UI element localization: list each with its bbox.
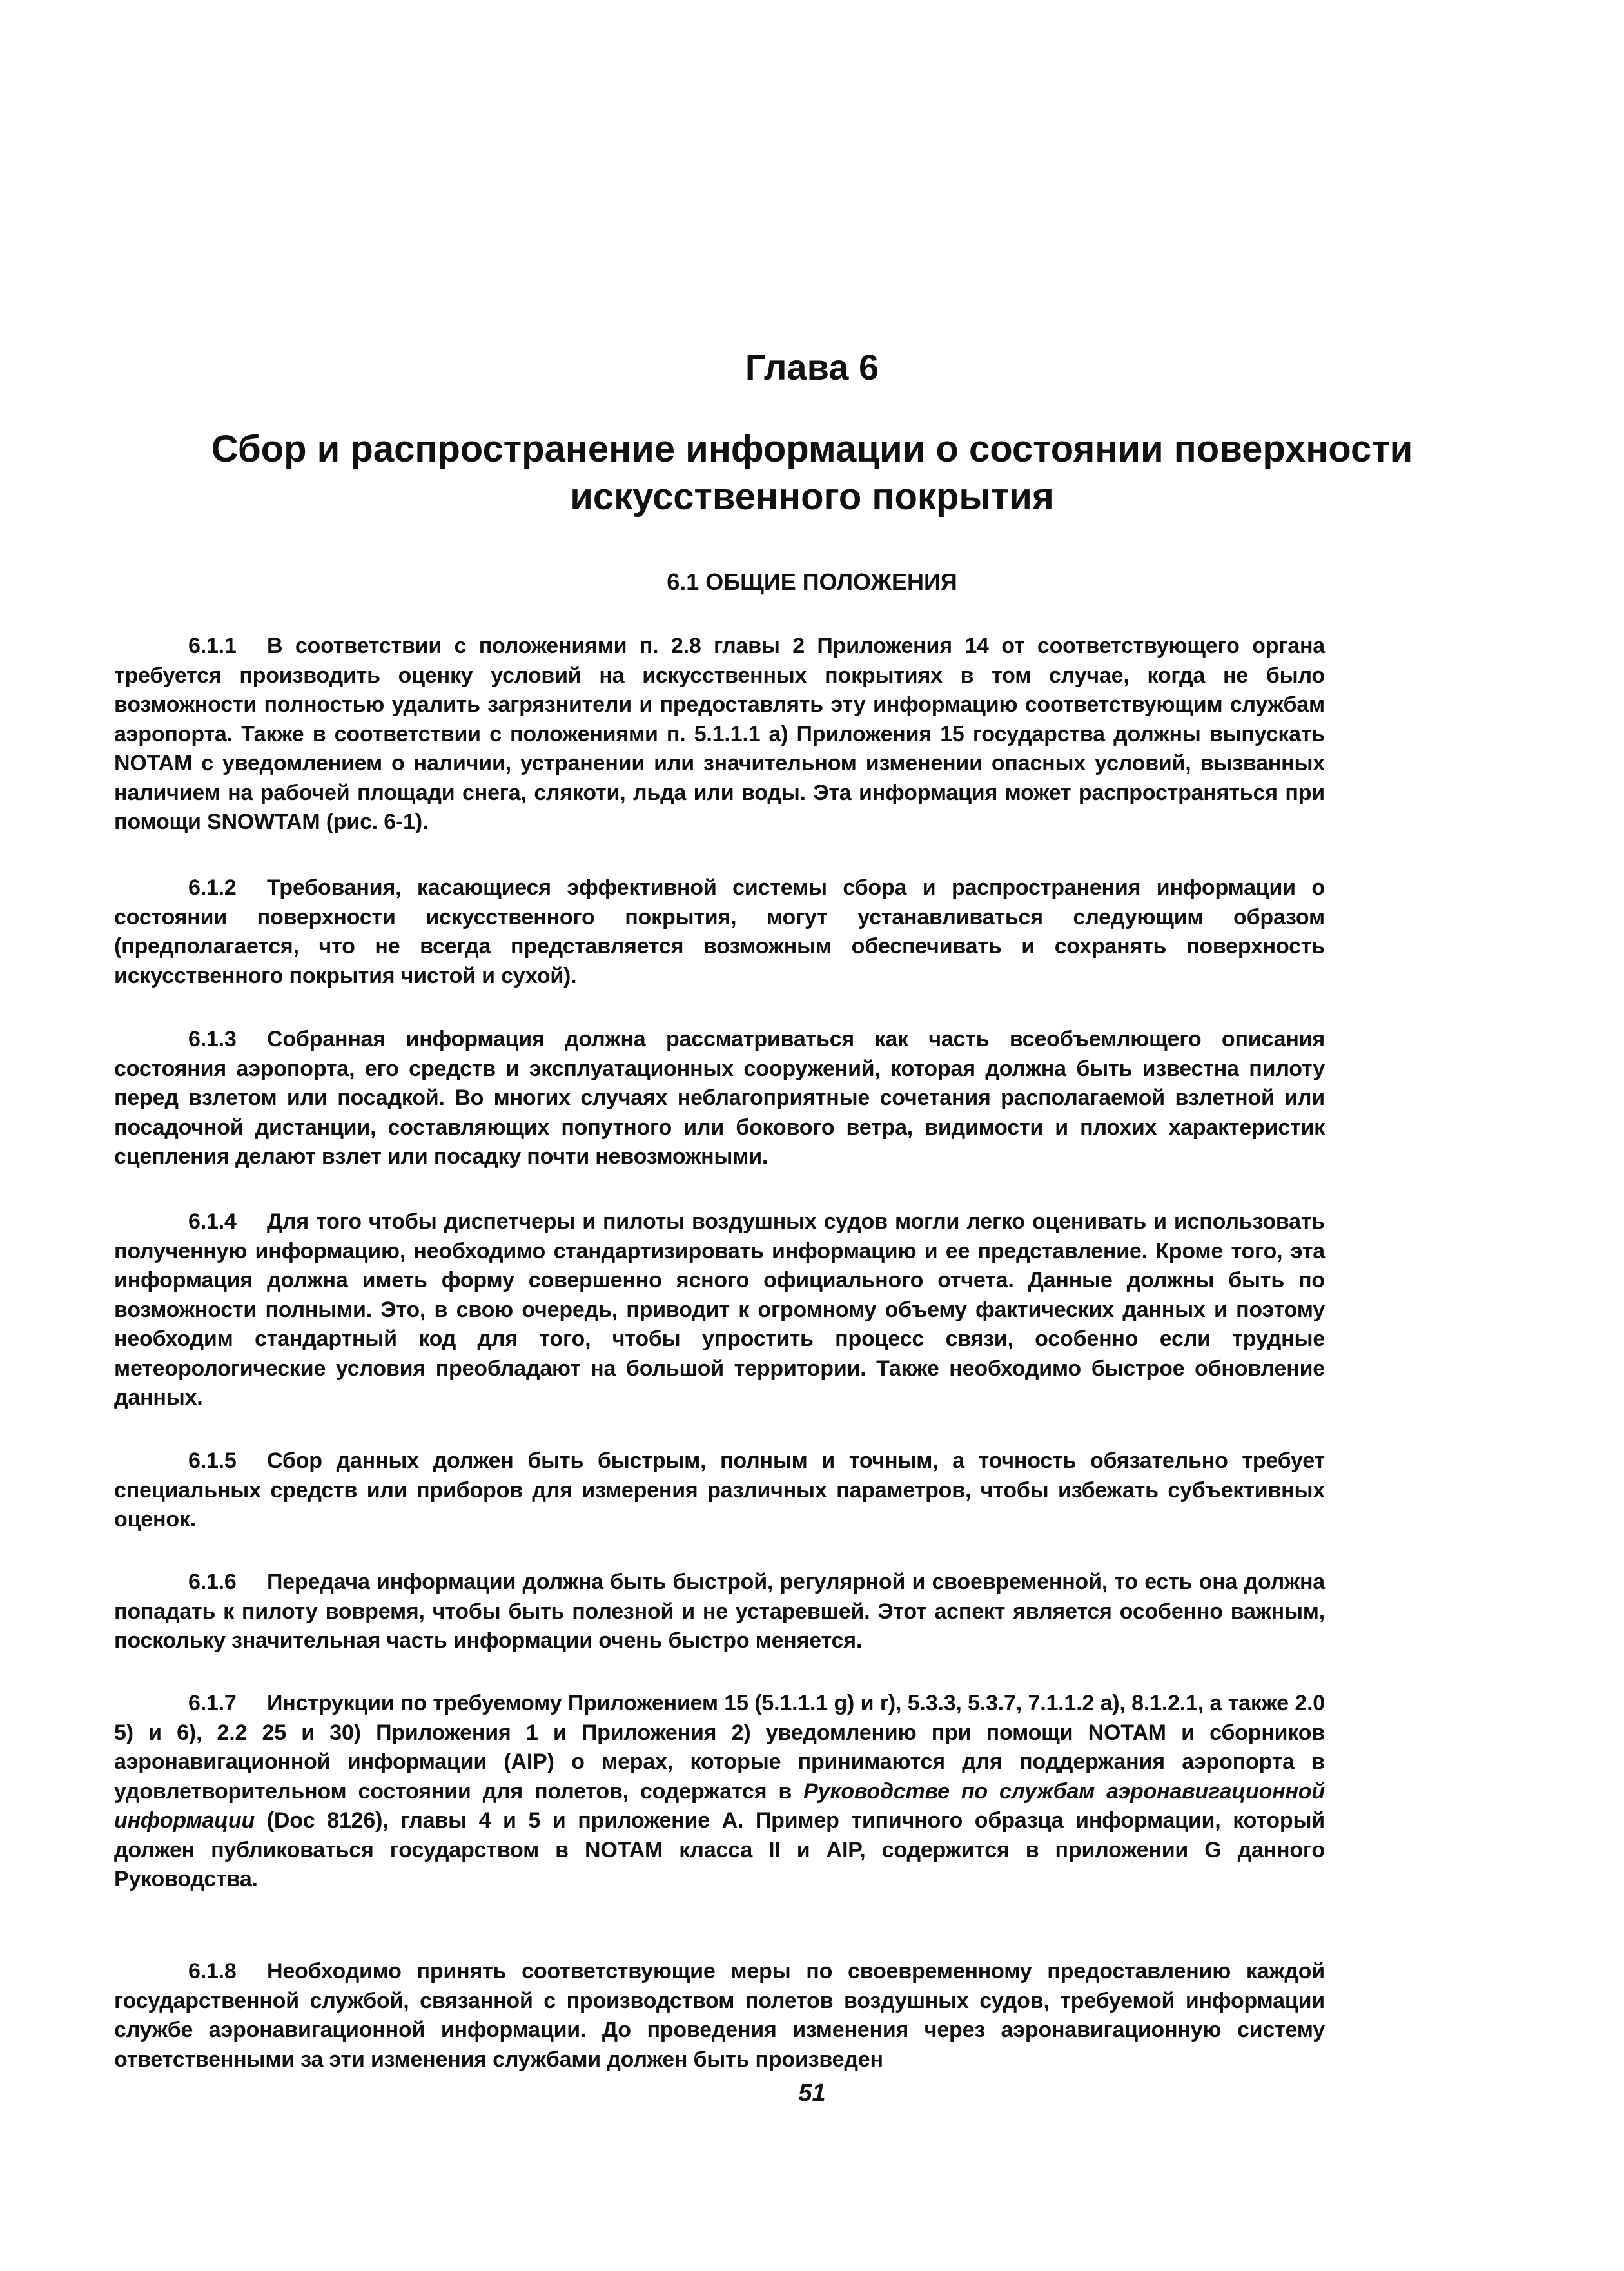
paragraph-text: Сбор данных должен быть быстрым, полным и точным, а точность обязательно требует специальных средств или приборов для измерения различных параметров, чтобы избежать субъективных оценок. — [114, 1448, 1325, 1532]
page-number: 51 — [798, 2080, 826, 2107]
paragraph-number: 6.1.5 — [188, 1448, 237, 1473]
paragraph-6-1-3 — [114, 1025, 1325, 1172]
paragraph-text: Требования, касающиеся эффективной системы сбора и распространения информации о состоянии поверхности искусственного покрытия, могут устанавливаться следующим образом (предполагается, что не всегда представляется возможным обеспечивать и сохранять поверхность искусственного покрытия чистой и сухой). — [114, 875, 1325, 988]
paragraph-6-1-6 — [114, 1568, 1325, 1656]
paragraph-number: 6.1.2 — [188, 875, 237, 900]
chapter-title: Глава 6 — [745, 347, 879, 387]
paragraph-text: Передача информации должна быть быстрой, регулярной и своевременной, то есть она должна попадать к пилоту вовремя, чтобы быть полезной и не устаревшей. Этот аспект является особенно важным, поскольку значительная часть информации очень быстро меняется. — [114, 1570, 1325, 1653]
paragraph-text-part-2: (Doc 8126), главы 4 и 5 и приложение A. Пример типичного образца информации, который должен публиковаться государством в NOTAM класса II и AIP, содержится в приложении G данного Руководства. — [114, 1808, 1325, 1891]
section-number: 6.1 — [667, 569, 699, 595]
paragraph-number: 6.1.3 — [188, 1027, 237, 1051]
section-title — [0, 566, 1624, 598]
paragraph-text: Для того чтобы диспетчеры и пилоты воздушных судов могли легко оценивать и использовать полученную информацию, необходимо стандартизировать информацию и ее представление. Кроме того, эта информация должна иметь форму совершенно ясного официального отчета. Данные должны быть по возможности полными. Это, в свою очередь, приводит к огромному объему фактических данных и поэтому необходим стандартный код для того, чтобы упростить процесс связи, особенно если трудные метеорологические условия преобладают на большой территории. Также необходимо быстрое обновление данных. — [114, 1209, 1325, 1410]
paragraph-text: Собранная информация должна рассматриваться как часть всеобъемлющего описания состояния аэропорта, его средств и эксплуатационных сооружений, которая должна быть известна пилоту перед взлетом или посадкой. Во многих случаях неблагоприятные сочетания располагаемой взлетной или посадочной дистанции, составляющих попутного или бокового ветра, видимости и плохих характеристик сцепления делают взлет или посадку почти невозможными. — [114, 1027, 1325, 1169]
paragraph-number: 6.1.6 — [188, 1570, 237, 1594]
paragraph-text-part-1: Инструкции по требуемому Приложением 15 (5.1.1.1 g) и r), 5.3.3, 5.3.7, 7.1.1.2 a), 8.1.2.1, a также 2.0 5) и 6), 2.2 25 и 30) Приложения 1 и Приложения 2) уведомлению при помощи NOTAM и сборников аэронавигационной информации (AIP) о мерах, которые принимаются для поддержания аэропорта в удовлетворительном состоянии для полетов, содержатся в — [114, 1691, 1325, 1804]
paragraph-number: 6.1.4 — [188, 1209, 237, 1234]
paragraph-text: В соответствии с положениями п. 2.8 главы 2 Приложения 14 от соответствующего органа требуется производить оценку условий на искусственных покрытиях в том случае, когда не было возможности полностью удалить загрязнители и предоставлять эту информацию соответствующим службам аэропорта. Также в соответствии с положениями п. 5.1.1.1 a) Приложения 15 государства должны выпускать NOTAM с уведомлением о наличии, устранении или значительном изменении опасных условий, вызванных наличием на рабочей площади снега, слякоти, льда или воды. Эта информация может распространяться при помощи SNOWTAM (рис. 6-1). — [114, 634, 1325, 834]
chapter-heading-line-2: искусственного покрытия — [570, 476, 1054, 518]
chapter-heading — [142, 425, 1482, 521]
paragraph-6-1-5 — [114, 1447, 1325, 1535]
paragraph-6-1-8 — [114, 1957, 1325, 2074]
paragraph-6-1-2 — [114, 873, 1325, 991]
document-reference-title: Руководстве по службам аэронавигационной информации — [114, 1779, 1325, 1833]
chapter-heading-line-1: Сбор и распространение информации о состоянии поверхности — [211, 428, 1413, 470]
paragraph-6-1-4 — [114, 1207, 1325, 1413]
paragraph-6-1-1 — [114, 632, 1325, 837]
paragraph-number: 6.1.1 — [188, 634, 237, 658]
paragraph-number: 6.1.8 — [188, 1959, 237, 1983]
paragraph-text: Необходимо принять соответствующие меры по своевременному предоставлению каждой государственной службой, связанной с производством полетов воздушных судов, требуемой информации службе аэронавигационной информации. До проведения изменения через аэронавигационную систему ответственными за эти изменения службами должен быть произведен — [114, 1959, 1325, 2072]
section-title-text: ОБЩИЕ ПОЛОЖЕНИЯ — [705, 569, 957, 595]
paragraph-6-1-7 — [114, 1689, 1325, 1895]
paragraph-number: 6.1.7 — [188, 1691, 237, 1715]
